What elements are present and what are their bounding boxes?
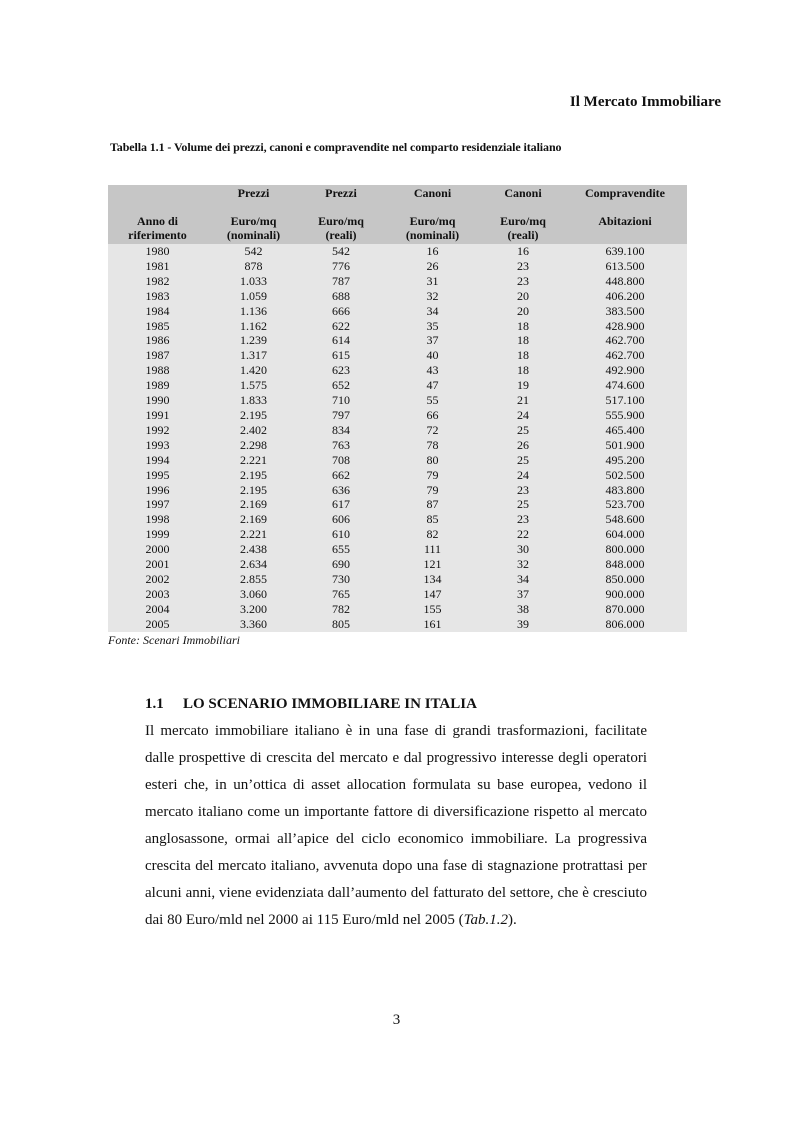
table-cell: 523.700: [563, 497, 687, 512]
table-cell: 652: [300, 378, 382, 393]
table-cell: 1.033: [207, 274, 300, 289]
table-cell: 2.221: [207, 453, 300, 468]
header-line: Abitazioni: [598, 214, 652, 228]
table-row: [108, 393, 687, 408]
table-cell: 623: [300, 363, 382, 378]
table-cell: 542: [207, 244, 300, 259]
table-cell: 18: [483, 363, 563, 378]
table-cell: 2.195: [207, 468, 300, 483]
table-cell: 1995: [108, 468, 207, 483]
table-cell: 1.239: [207, 333, 300, 348]
table-cell: 1.420: [207, 363, 300, 378]
table-cell: 2.402: [207, 423, 300, 438]
table-cell: 2001: [108, 557, 207, 572]
table-cell: 448.800: [563, 274, 687, 289]
header-line: riferimento: [128, 228, 187, 242]
table-cell: 462.700: [563, 333, 687, 348]
table-cell: 800.000: [563, 542, 687, 557]
table-row: [108, 542, 687, 557]
table-header-row-1: [108, 185, 687, 214]
table-cell: 30: [483, 542, 563, 557]
table-row: [108, 378, 687, 393]
table-cell: 34: [382, 304, 483, 319]
table-cell: 2005: [108, 617, 207, 632]
page-number: 3: [392, 1012, 401, 1028]
table-cell: 2002: [108, 572, 207, 587]
table-cell: 1983: [108, 289, 207, 304]
table-cell: 1998: [108, 512, 207, 527]
header-cell: [108, 214, 207, 244]
table-cell: 19: [483, 378, 563, 393]
table-cell: 2.169: [207, 512, 300, 527]
header-cell: Prezzi: [207, 185, 300, 214]
table-cell: 3.360: [207, 617, 300, 632]
header-line: Euro/mq: [318, 214, 364, 228]
table-cell: 2004: [108, 602, 207, 617]
table-row: [108, 304, 687, 319]
table-cell: 26: [483, 438, 563, 453]
table-cell: 2.298: [207, 438, 300, 453]
table-row: [108, 468, 687, 483]
table-cell: 38: [483, 602, 563, 617]
table-cell: 47: [382, 378, 483, 393]
table-cell: 776: [300, 259, 382, 274]
table-cell: 35: [382, 319, 483, 334]
table-cell: 501.900: [563, 438, 687, 453]
table-cell: 87: [382, 497, 483, 512]
table-cell: 2.195: [207, 408, 300, 423]
table-cell: 542: [300, 244, 382, 259]
table-row: [108, 319, 687, 334]
table-cell: 21: [483, 393, 563, 408]
table-cell: 1984: [108, 304, 207, 319]
table-cell: 25: [483, 497, 563, 512]
table-cell: 155: [382, 602, 483, 617]
table-row: [108, 587, 687, 602]
table-cell: 1980: [108, 244, 207, 259]
table-cell: 25: [483, 453, 563, 468]
table-cell: 383.500: [563, 304, 687, 319]
table-cell: 134: [382, 572, 483, 587]
table-cell: 2003: [108, 587, 207, 602]
table-cell: 37: [382, 333, 483, 348]
header-line: (reali): [325, 228, 357, 242]
table-cell: 1981: [108, 259, 207, 274]
table-cell: 806.000: [563, 617, 687, 632]
table-cell: 16: [382, 244, 483, 259]
header-line: (reali): [507, 228, 539, 242]
header-cell: [563, 214, 687, 244]
table-row: [108, 512, 687, 527]
table-cell: 617: [300, 497, 382, 512]
section-number: 1.1: [145, 696, 164, 712]
table-row: [108, 483, 687, 498]
table-cell: 428.900: [563, 319, 687, 334]
table-cell: 18: [483, 333, 563, 348]
table-cell: 655: [300, 542, 382, 557]
table-cell: 22: [483, 527, 563, 542]
table-row: [108, 289, 687, 304]
table-cell: 636: [300, 483, 382, 498]
table-row: [108, 259, 687, 274]
table-cell: 23: [483, 512, 563, 527]
table-cell: 23: [483, 274, 563, 289]
table-cell: 1.317: [207, 348, 300, 363]
table-cell: 614: [300, 333, 382, 348]
table-cell: 24: [483, 408, 563, 423]
table-cell: 615: [300, 348, 382, 363]
table-cell: 23: [483, 259, 563, 274]
table-cell: 465.400: [563, 423, 687, 438]
table-cell: 604.000: [563, 527, 687, 542]
table-cell: 2.195: [207, 483, 300, 498]
table-cell: 639.100: [563, 244, 687, 259]
table-cell: 111: [382, 542, 483, 557]
table-cell: 1989: [108, 378, 207, 393]
table-cell: 1993: [108, 438, 207, 453]
header-cell: Canoni: [483, 185, 563, 214]
table-cell: 690: [300, 557, 382, 572]
table-row: [108, 453, 687, 468]
table-cell: 1992: [108, 423, 207, 438]
table-cell: 492.900: [563, 363, 687, 378]
header-line: (nominali): [405, 228, 460, 242]
table-cell: 1.059: [207, 289, 300, 304]
header-line: Anno di: [136, 214, 179, 228]
table-row: [108, 333, 687, 348]
table-caption: Tabella 1.1 - Volume dei prezzi, canoni e compravendite nel comparto residenziale italiano: [110, 140, 562, 154]
table-cell: 1.162: [207, 319, 300, 334]
table-cell: 878: [207, 259, 300, 274]
table-cell: 1999: [108, 527, 207, 542]
header-cell: [483, 214, 563, 244]
table-cell: 31: [382, 274, 483, 289]
table-cell: 43: [382, 363, 483, 378]
table-cell: 20: [483, 289, 563, 304]
table-cell: 834: [300, 423, 382, 438]
table-cell: 26: [382, 259, 483, 274]
table-cell: 1996: [108, 483, 207, 498]
table-cell: 39: [483, 617, 563, 632]
table-cell: 548.600: [563, 512, 687, 527]
table-cell: 730: [300, 572, 382, 587]
paragraph-text-end: ).: [508, 912, 517, 928]
table-row: [108, 244, 687, 259]
table-cell: 1997: [108, 497, 207, 512]
table-cell: 85: [382, 512, 483, 527]
table-cell: 24: [483, 468, 563, 483]
table-row: [108, 408, 687, 423]
table-cell: 502.500: [563, 468, 687, 483]
table-cell: 32: [483, 557, 563, 572]
table-cell: 1985: [108, 319, 207, 334]
table-cell: 1.833: [207, 393, 300, 408]
table-cell: 79: [382, 468, 483, 483]
table-cell: 18: [483, 348, 563, 363]
table-cell: 662: [300, 468, 382, 483]
table-cell: 32: [382, 289, 483, 304]
table-cell: 474.600: [563, 378, 687, 393]
table-cell: 708: [300, 453, 382, 468]
table-header-row-2: [108, 214, 687, 244]
table-cell: 606: [300, 512, 382, 527]
table-row: [108, 497, 687, 512]
table-cell: 1991: [108, 408, 207, 423]
table-cell: 613.500: [563, 259, 687, 274]
table-cell: 1990: [108, 393, 207, 408]
section-heading: [145, 696, 477, 713]
paragraph-text: Il mercato immobiliare italiano è in una fase di grandi trasformazioni, facilitate dalle prospettive di crescita del mercato e dal progressivo interesse degli operatori esteri che, in un’ottica di asset allocation formulata su base europea, vedono il mercato italiano come un importante fattore di diversificazione rispetto al mercato anglosassone, ormai all’apice del ciclo economico immobiliare. La progressiva crescita del mercato italiano, avvenuta dopo una fase di stagnazione protrattasi per alcuni anni, viene evidenziata dall’aumento del fatturato del settore, che è cresciuto dai 80 Euro/mld nel 2000 ai 115 Euro/mld nel 2005 (: [145, 723, 647, 928]
table-cell: 666: [300, 304, 382, 319]
table-row: [108, 557, 687, 572]
table-cell: 483.800: [563, 483, 687, 498]
table-cell: 2.855: [207, 572, 300, 587]
header-cell: [382, 214, 483, 244]
table-cell: 462.700: [563, 348, 687, 363]
table-cell: 18: [483, 319, 563, 334]
table-cell: 406.200: [563, 289, 687, 304]
table-row: [108, 363, 687, 378]
table-cell: 3.060: [207, 587, 300, 602]
table-cell: 688: [300, 289, 382, 304]
table-cell: 2.634: [207, 557, 300, 572]
table-cell: 3.200: [207, 602, 300, 617]
table-cell: 763: [300, 438, 382, 453]
table-cell: 622: [300, 319, 382, 334]
table-cell: 2.169: [207, 497, 300, 512]
table-cell: 1994: [108, 453, 207, 468]
header-cell: Canoni: [382, 185, 483, 214]
header-cell: Compravendite: [563, 185, 687, 214]
table-cell: 555.900: [563, 408, 687, 423]
table-row: [108, 527, 687, 542]
table-cell: 40: [382, 348, 483, 363]
header-line: (nominali): [226, 228, 281, 242]
header-line: Euro/mq: [230, 214, 277, 228]
table-cell: 2000: [108, 542, 207, 557]
table-cell: 20: [483, 304, 563, 319]
header-cell: [108, 185, 207, 214]
table-cell: 66: [382, 408, 483, 423]
table-cell: 765: [300, 587, 382, 602]
table-reference: Tab.1.2: [463, 912, 509, 928]
running-header: Il Mercato Immobiliare: [569, 94, 721, 110]
table-cell: 34: [483, 572, 563, 587]
table-row: [108, 572, 687, 587]
header-line: Euro/mq: [500, 214, 546, 228]
table-cell: 848.000: [563, 557, 687, 572]
table-cell: 121: [382, 557, 483, 572]
data-table: [108, 185, 687, 632]
table-row: [108, 602, 687, 617]
header-cell: Prezzi: [300, 185, 382, 214]
table-cell: 82: [382, 527, 483, 542]
table-row: [108, 438, 687, 453]
body-paragraph: [145, 718, 647, 934]
header-cell: [300, 214, 382, 244]
table-cell: 72: [382, 423, 483, 438]
table-row: [108, 617, 687, 632]
table-cell: 16: [483, 244, 563, 259]
table-cell: 782: [300, 602, 382, 617]
table-cell: 25: [483, 423, 563, 438]
table-cell: 79: [382, 483, 483, 498]
header-cell: [207, 214, 300, 244]
table-cell: 710: [300, 393, 382, 408]
table-cell: 147: [382, 587, 483, 602]
table-cell: 805: [300, 617, 382, 632]
table-cell: 37: [483, 587, 563, 602]
section-title: LO SCENARIO IMMOBILIARE IN ITALIA: [183, 696, 477, 712]
table-cell: 1.575: [207, 378, 300, 393]
table-cell: 1988: [108, 363, 207, 378]
table-cell: 1982: [108, 274, 207, 289]
table-cell: 2.438: [207, 542, 300, 557]
table-cell: 161: [382, 617, 483, 632]
table-cell: 1987: [108, 348, 207, 363]
table-cell: 797: [300, 408, 382, 423]
table-row: [108, 423, 687, 438]
table-cell: 2.221: [207, 527, 300, 542]
table-cell: 850.000: [563, 572, 687, 587]
header-line: Euro/mq: [409, 214, 456, 228]
table-cell: 870.000: [563, 602, 687, 617]
table-cell: 1.136: [207, 304, 300, 319]
table-row: [108, 274, 687, 289]
table-cell: 495.200: [563, 453, 687, 468]
table-body: [108, 244, 687, 632]
table-row: [108, 348, 687, 363]
table-source: Fonte: Scenari Immobiliari: [108, 633, 240, 647]
table-cell: 787: [300, 274, 382, 289]
table-cell: 55: [382, 393, 483, 408]
table-cell: 1986: [108, 333, 207, 348]
table-cell: 517.100: [563, 393, 687, 408]
table-cell: 78: [382, 438, 483, 453]
table-cell: 23: [483, 483, 563, 498]
table-cell: 80: [382, 453, 483, 468]
table-cell: 610: [300, 527, 382, 542]
table-cell: 900.000: [563, 587, 687, 602]
